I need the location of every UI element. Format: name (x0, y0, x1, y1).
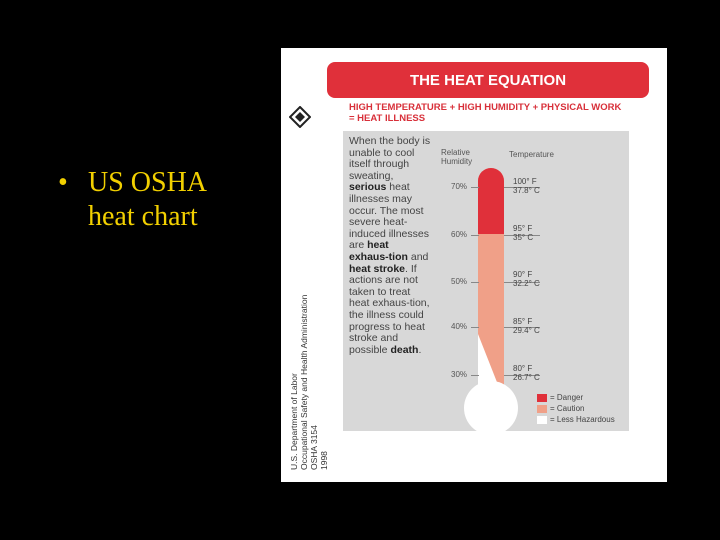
humidity-40: 40% (451, 322, 468, 331)
temp-85 (513, 318, 540, 335)
humidity-header (441, 148, 472, 166)
humidity-header-line-1: Relative (441, 148, 470, 157)
humidity-tick (471, 282, 479, 283)
osha-logo-icon (289, 106, 311, 128)
body-text-4: . If actions are not taken to treat heat exhaus-tion, the illness could progress to heat stroke and possible (349, 262, 430, 356)
credit-line-3: OSHA 3154 (309, 425, 319, 470)
bullet-line-2: heat chart (88, 201, 198, 232)
humidity-tick (471, 187, 479, 188)
humidity-70: 70% (451, 182, 468, 191)
caution-swatch (537, 405, 547, 413)
body-bold-1: serious (349, 181, 387, 194)
temp-95-f: 95° F (513, 224, 533, 233)
legend-caution (537, 404, 584, 413)
bullet-text (88, 166, 207, 234)
temp-85-c: 29.4° C (513, 325, 540, 335)
humidity-header-line-2: Humidity (441, 157, 473, 166)
body-text-3: and (407, 250, 429, 263)
body-text-1: When the body is unable to cool itself through sweating, (349, 135, 431, 182)
bullet-line-1: US OSHA (88, 167, 208, 198)
temp-95-c: 35° C (513, 232, 534, 242)
temp-100-f: 100° F (513, 177, 537, 186)
heat-chart-poster (281, 48, 667, 482)
body-bold-2: heat exhaus-tion (349, 239, 408, 263)
poster-title: THE HEAT EQUATION (327, 62, 649, 98)
temp-100-c: 37.8° C (513, 185, 540, 195)
temp-90-c: 32.2° C (513, 278, 540, 288)
legend-danger (537, 393, 583, 402)
credit-line-2: Occupational Safety and Health Administration (299, 294, 309, 470)
temp-80-c: 26.7° C (513, 372, 540, 382)
temp-80 (513, 365, 540, 382)
body-text-5: . (418, 343, 422, 356)
body-bold-4: death (390, 343, 419, 356)
thermometer-graphic (461, 168, 521, 438)
temp-85-f: 85° F (513, 317, 533, 326)
humidity-50: 50% (451, 277, 468, 286)
body-text-2: heat illnesses may occur. The most severe heat-induced illnesses are (349, 181, 429, 252)
legend-danger-label: = Danger (550, 393, 584, 402)
equation-line-2: = HEAT ILLNESS (349, 113, 426, 124)
humidity-tick (471, 327, 479, 328)
publisher-credit (289, 295, 329, 470)
temp-80-f: 80° F (513, 364, 533, 373)
temp-90-f: 90° F (513, 270, 533, 279)
explanation-text (349, 136, 431, 356)
less-hazardous-swatch (537, 416, 547, 424)
legend-less-hazardous (537, 415, 615, 424)
danger-swatch (537, 394, 547, 402)
temp-100 (513, 178, 540, 195)
temperature-header: Temperature (509, 150, 554, 159)
body-bold-3: heat stroke (349, 262, 406, 275)
equation-line-1: HIGH TEMPERATURE + HIGH HUMIDITY + PHYSICAL WORK (349, 102, 622, 113)
bullet-dot: • (58, 167, 68, 198)
credit-line-1: U.S. Department of Labor (289, 373, 299, 470)
heat-equation (349, 102, 621, 124)
humidity-tick (471, 235, 479, 236)
temp-95 (513, 225, 533, 242)
legend-less-hazardous-label: = Less Hazardous (550, 415, 615, 424)
humidity-30: 30% (451, 370, 468, 379)
humidity-tick (471, 375, 479, 376)
legend-caution-label: = Caution (550, 404, 585, 413)
temp-90 (513, 271, 540, 288)
humidity-60: 60% (451, 230, 468, 239)
credit-line-4: 1998 (319, 451, 329, 470)
